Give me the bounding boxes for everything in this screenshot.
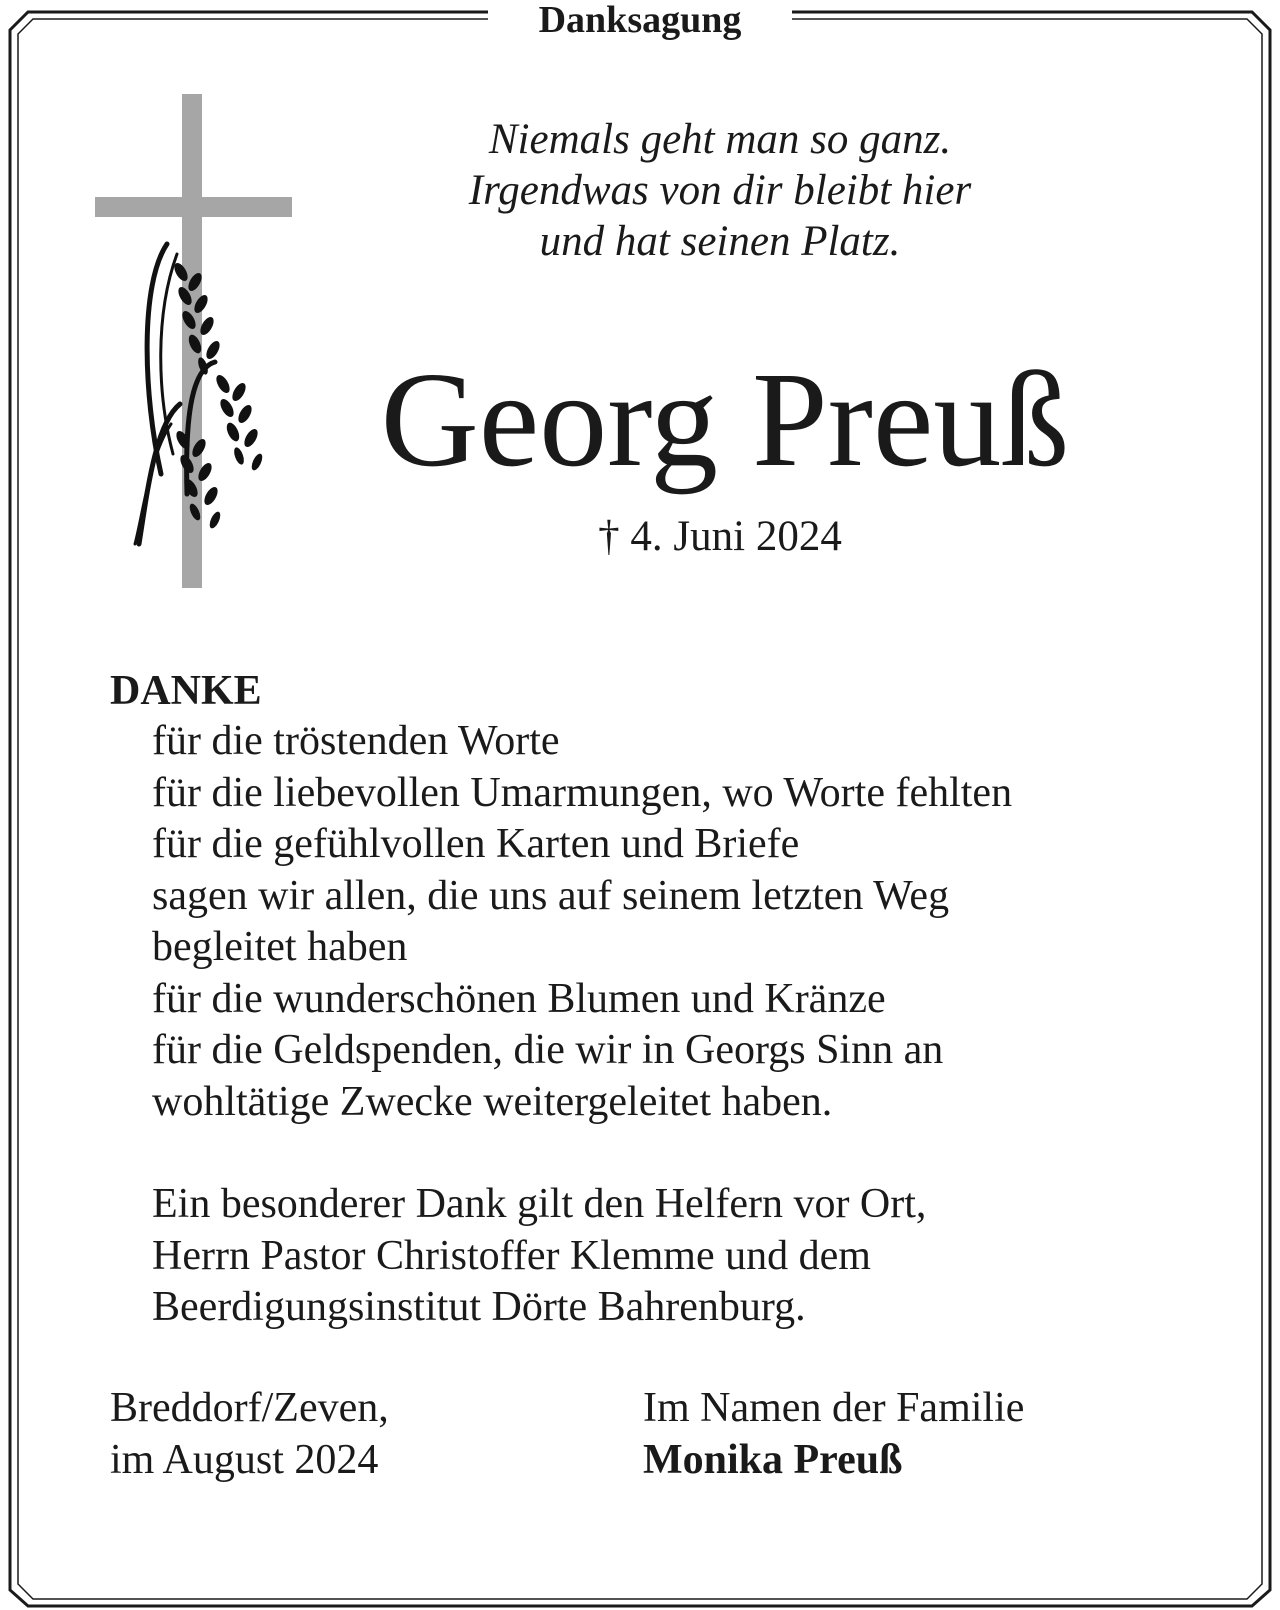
thanks-line: begleitet haben: [152, 924, 408, 970]
thanks-line: für die wunderschönen Blumen und Kränze: [152, 975, 886, 1022]
special-thanks: [152, 1179, 1232, 1334]
date: im August 2024: [110, 1436, 379, 1483]
thanks-line: sagen wir allen, die uns auf seinem letzten Weg: [152, 872, 950, 919]
signer-name: Monika Preuß: [643, 1436, 903, 1483]
thanks-line: wohltätige Zwecke weitergeleitet haben.: [152, 1078, 833, 1125]
thanks-line: für die gefühlvollen Karten und Briefe: [152, 821, 800, 867]
thanks-heading: DANKE: [110, 668, 262, 714]
special-thanks-line: Ein besonderer Dank gilt den Helfern vor Ort,: [152, 1181, 927, 1227]
signature-block: [643, 1383, 1024, 1486]
quote-line: Irgendwas von dir bleibt hier: [468, 167, 972, 214]
thanks-line: für die tröstenden Worte: [152, 718, 560, 764]
place: Breddorf/Zeven,: [110, 1385, 389, 1431]
special-thanks-line: Beerdigungsinstitut Dörte Bahrenburg.: [152, 1284, 806, 1330]
quote-line: und hat seinen Platz.: [539, 218, 901, 265]
special-thanks-line: Herrn Pastor Christoffer Klemme und dem: [152, 1232, 871, 1279]
on-behalf-text: Im Namen der Familie: [643, 1385, 1025, 1431]
place-and-date: [110, 1383, 389, 1486]
memorial-quote: [320, 114, 1120, 267]
header-label: Danksagung: [488, 0, 792, 44]
deceased-name: Georg Preuß: [380, 345, 1070, 495]
death-date: † 4. Juni 2024: [598, 513, 842, 560]
thanks-line: für die liebevollen Umarmungen, wo Worte fehlten: [152, 769, 1013, 816]
cross-with-wheat-icon: [95, 94, 295, 594]
thanks-line: für die Geldspenden, die wir in Georgs Sinn an: [152, 1027, 944, 1073]
quote-line: Niemals geht man so ganz.: [488, 116, 952, 163]
thanks-list: [152, 716, 1232, 1128]
